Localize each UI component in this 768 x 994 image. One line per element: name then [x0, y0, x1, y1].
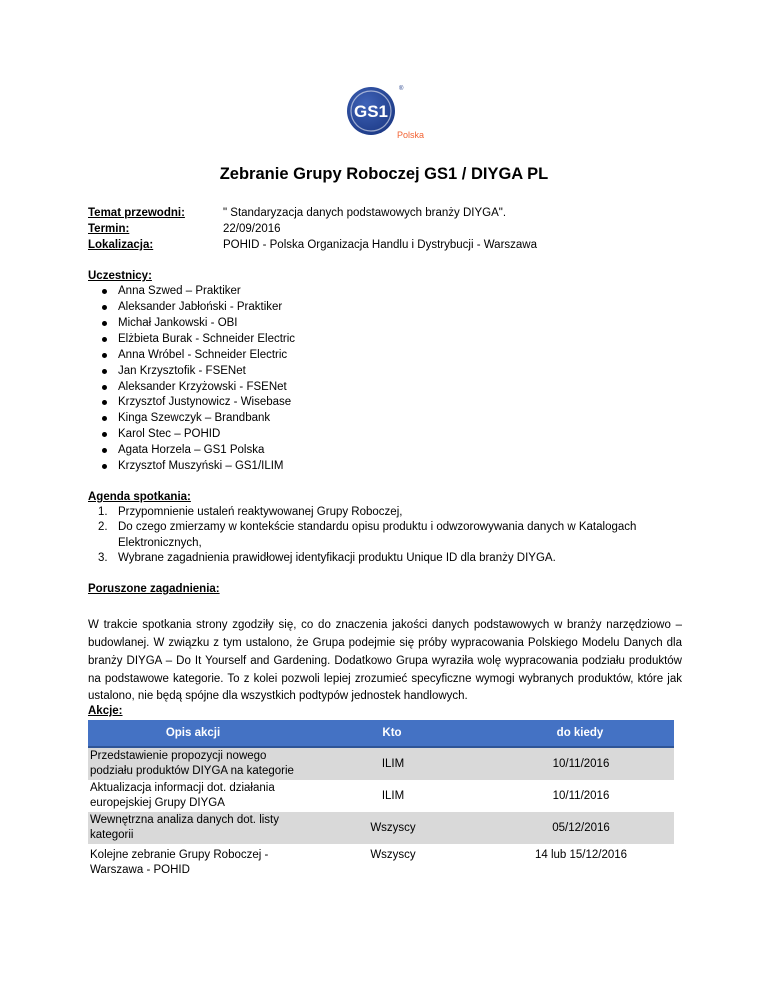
list-item: Elżbieta Burak - Schneider Electric: [88, 332, 688, 348]
agenda-section: [88, 490, 688, 566]
list-item: [88, 551, 688, 566]
action-who: Wszyscy: [298, 812, 486, 844]
meta-value: 22/09/2016: [223, 223, 281, 235]
action-desc: Aktualizacja informacji dot. działania europejskiej Grupy DIYGA: [90, 782, 275, 810]
list-item: [88, 520, 688, 550]
list-item: Anna Wróbel - Schneider Electric: [88, 348, 688, 364]
action-who: Wszyscy: [370, 849, 416, 862]
agenda-text: Do czego zmierzamy w kontekście standardu opisu produktu i odwzorowywania danych w Katalogach Elektronicznych,: [118, 521, 637, 549]
meta-value: POHID - Polska Organizacja Handlu i Dystrybucji - Warszawa: [223, 239, 537, 251]
action-when: 10/11/2016: [552, 789, 610, 802]
issues-paragraph: W trakcie spotkania strony zgodziły się, co do znaczenia jakości danych podstawowych w branży narzędziowo – budowlanej. W związku z tym ustalono, że Grupa podejmie się próby wypracowania Polskiego Modelu Danych dla branży DIYGA – Do It Yourself and Gardening. Dodatkowo Grupa wyraziła wolę wypracowania podziału produktów na podstawowe kategorie. To z kolei pozwoli lepiej zrozumieć specyficzne wymogi wybranych produktów, które jak ustalono, nie będą spójne dla wszystkich podtypów jednostek handlowych.: [88, 619, 682, 703]
table-header-row: [88, 720, 674, 747]
meta-label: Lokalizacja:: [88, 239, 154, 251]
meta-label: Temat przewodni:: [88, 207, 185, 219]
list-item: Krzysztof Muszyński – GS1/ILIM: [88, 459, 688, 475]
list-number: 1.: [98, 506, 108, 519]
issues-section: [88, 582, 682, 706]
agenda-text: Wybrane zagadnienia prawidłowej identyfikacji produktu Unique ID dla branży DIYGA.: [118, 551, 556, 564]
table-row: [88, 780, 674, 812]
list-number: 2.: [98, 521, 108, 534]
action-desc: Kolejne zebranie Grupy Roboczej - Warszawa - POHID: [90, 849, 269, 877]
list-item: Aleksander Jabłoński - Praktiker: [88, 300, 688, 316]
action-when: 14 lub 15/12/2016: [534, 849, 628, 862]
gs1-logo-mark: GS1: [353, 102, 389, 121]
action-who: ILIM: [381, 789, 405, 802]
list-item: Jan Krzysztofik - FSENet: [88, 364, 688, 380]
table-row: [88, 747, 674, 780]
table-row: [88, 844, 674, 880]
list-item: Michał Jankowski - OBI: [88, 316, 688, 332]
list-item: Krzysztof Justynowicz - Wisebase: [88, 395, 688, 411]
agenda-text: Przypomnienie ustaleń reaktywowanej Grupy Roboczej,: [118, 506, 403, 519]
list-item: Agata Horzela – GS1 Polska: [88, 443, 688, 459]
registered-mark: ®: [399, 86, 404, 92]
participants-section: [88, 269, 688, 475]
meta-row-topic: [88, 206, 688, 222]
column-header: do kiedy: [486, 720, 674, 747]
list-item: [88, 505, 688, 520]
participants-heading: Uczestnicy:: [88, 270, 152, 282]
action-when: 05/12/2016: [486, 812, 674, 844]
action-when: 10/11/2016: [486, 747, 674, 780]
action-who: ILIM: [298, 747, 486, 780]
participants-list: [88, 284, 688, 475]
actions-section: [88, 704, 688, 880]
meta-row-location: [88, 238, 688, 254]
action-desc: Wewnętrzna analiza danych dot. listy kategorii: [88, 812, 298, 844]
meta-label: Termin:: [88, 223, 130, 235]
meta-value: " Standaryzacja danych podstawowych branży DIYGA".: [223, 207, 507, 219]
list-item: Karol Stec – POHID: [88, 427, 688, 443]
document-title: Zebranie Grupy Roboczej GS1 / DIYGA PL: [219, 165, 549, 183]
list-item: Anna Szwed – Praktiker: [88, 284, 688, 300]
meta-row-date: [88, 222, 688, 238]
actions-table: [88, 720, 674, 880]
column-header: Opis akcji: [88, 720, 298, 747]
issues-heading: Poruszone zagadnienia:: [88, 583, 220, 595]
meeting-meta: [88, 206, 688, 254]
list-item: Kinga Szewczyk – Brandbank: [88, 411, 688, 427]
actions-heading: Akcje:: [88, 705, 123, 717]
table-row: [88, 812, 674, 844]
list-item: Aleksander Krzyżowski - FSENet: [88, 380, 688, 396]
agenda-list: [88, 505, 688, 566]
gs1-logo-sub: Polska: [397, 130, 425, 140]
list-number: 3.: [98, 551, 108, 564]
gs1-polska-logo: [340, 80, 436, 144]
action-desc: Przedstawienie propozycji nowego podziału produktów DIYGA na kategorie: [88, 747, 298, 780]
column-header: Kto: [298, 720, 486, 747]
agenda-heading: Agenda spotkania:: [88, 491, 191, 503]
